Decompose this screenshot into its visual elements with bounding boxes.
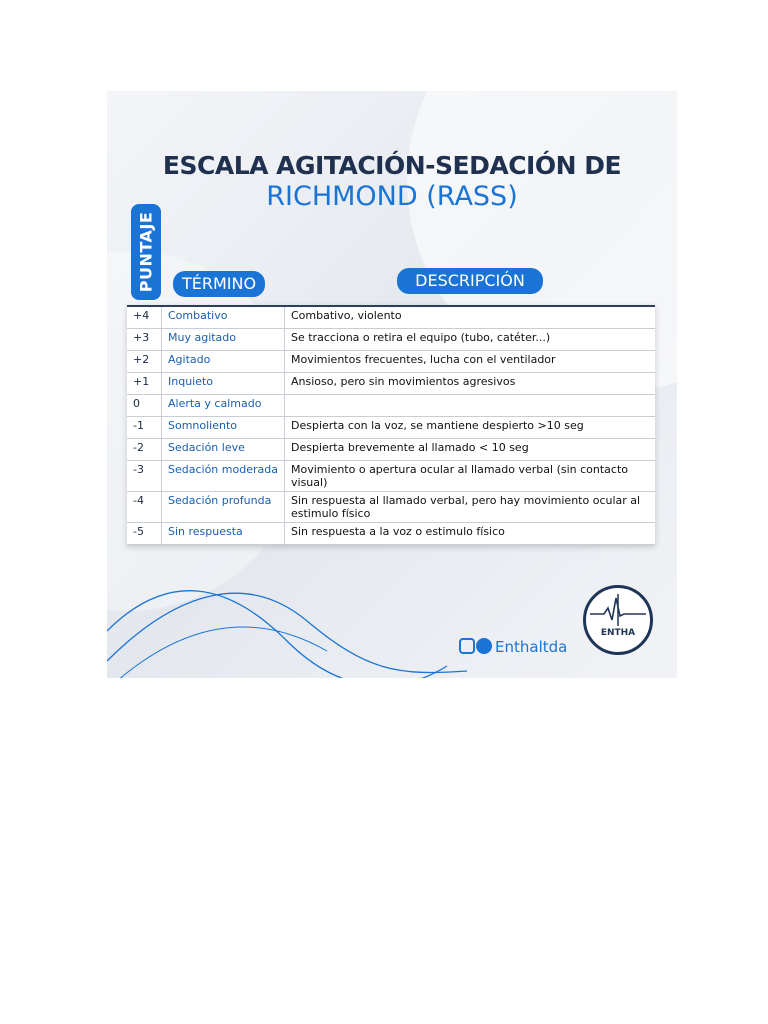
puntaje-label bbox=[131, 204, 161, 300]
facebook-icon bbox=[476, 638, 492, 654]
descripcion-header: DESCRIPCIÓN bbox=[397, 268, 543, 294]
score-cell: +4 bbox=[127, 306, 162, 329]
table-row bbox=[127, 373, 655, 395]
term-cell: Agitado bbox=[162, 351, 285, 373]
rass-table bbox=[127, 305, 655, 545]
table-row bbox=[127, 461, 655, 492]
term-cell: Muy agitado bbox=[162, 329, 285, 351]
entha-logo bbox=[583, 585, 653, 655]
description-cell: Despierta brevemente al llamado < 10 seg bbox=[285, 439, 656, 461]
term-cell: Sedación moderada bbox=[162, 461, 285, 492]
description-cell: Despierta con la voz, se mantiene despierto >10 seg bbox=[285, 417, 656, 439]
score-cell: +2 bbox=[127, 351, 162, 373]
table-row bbox=[127, 351, 655, 373]
logo-text: ENTHA bbox=[600, 628, 636, 638]
termino-header: TÉRMINO bbox=[173, 271, 265, 297]
term-cell: Alerta y calmado bbox=[162, 395, 285, 417]
table-row bbox=[127, 439, 655, 461]
score-cell: +1 bbox=[127, 373, 162, 395]
score-cell: -3 bbox=[127, 461, 162, 492]
score-cell: -1 bbox=[127, 417, 162, 439]
score-cell: 0 bbox=[127, 395, 162, 417]
instagram-icon bbox=[459, 638, 475, 654]
term-cell: Inquieto bbox=[162, 373, 285, 395]
title-line-2: RICHMOND (RASS) bbox=[266, 181, 518, 212]
score-cell: -5 bbox=[127, 523, 162, 545]
term-cell: Somnoliento bbox=[162, 417, 285, 439]
term-cell: Combativo bbox=[162, 306, 285, 329]
table-row bbox=[127, 329, 655, 351]
table-row bbox=[127, 306, 655, 329]
description-cell: Ansioso, pero sin movimientos agresivos bbox=[285, 373, 656, 395]
description-cell: Movimientos frecuentes, lucha con el ventilador bbox=[285, 351, 656, 373]
description-cell: Se tracciona o retira el equipo (tubo, catéter...) bbox=[285, 329, 656, 351]
social-handle-text: Enthaltda bbox=[495, 638, 568, 656]
decorative-waves bbox=[107, 571, 467, 678]
score-cell: -2 bbox=[127, 439, 162, 461]
score-cell: +3 bbox=[127, 329, 162, 351]
term-cell: Sedación profunda bbox=[162, 492, 285, 523]
score-cell: -4 bbox=[127, 492, 162, 523]
rass-infographic bbox=[107, 91, 677, 678]
table-row bbox=[127, 523, 655, 545]
puntaje-text: PUNTAJE bbox=[136, 211, 156, 293]
title-line-1: ESCALA AGITACIÓN-SEDACIÓN DE bbox=[162, 151, 622, 180]
social-handle[interactable] bbox=[459, 638, 567, 656]
description-cell bbox=[285, 395, 656, 417]
description-cell: Sin respuesta a la voz o estimulo físico bbox=[285, 523, 656, 545]
heartbeat-icon bbox=[586, 590, 650, 630]
table-row bbox=[127, 492, 655, 523]
term-cell: Sin respuesta bbox=[162, 523, 285, 545]
table-row bbox=[127, 417, 655, 439]
description-cell: Movimiento o apertura ocular al llamado verbal (sin contacto visual) bbox=[285, 461, 656, 492]
description-cell: Combativo, violento bbox=[285, 306, 656, 329]
table-row bbox=[127, 395, 655, 417]
term-cell: Sedación leve bbox=[162, 439, 285, 461]
description-cell: Sin respuesta al llamado verbal, pero hay movimiento ocular al estimulo físico bbox=[285, 492, 656, 523]
